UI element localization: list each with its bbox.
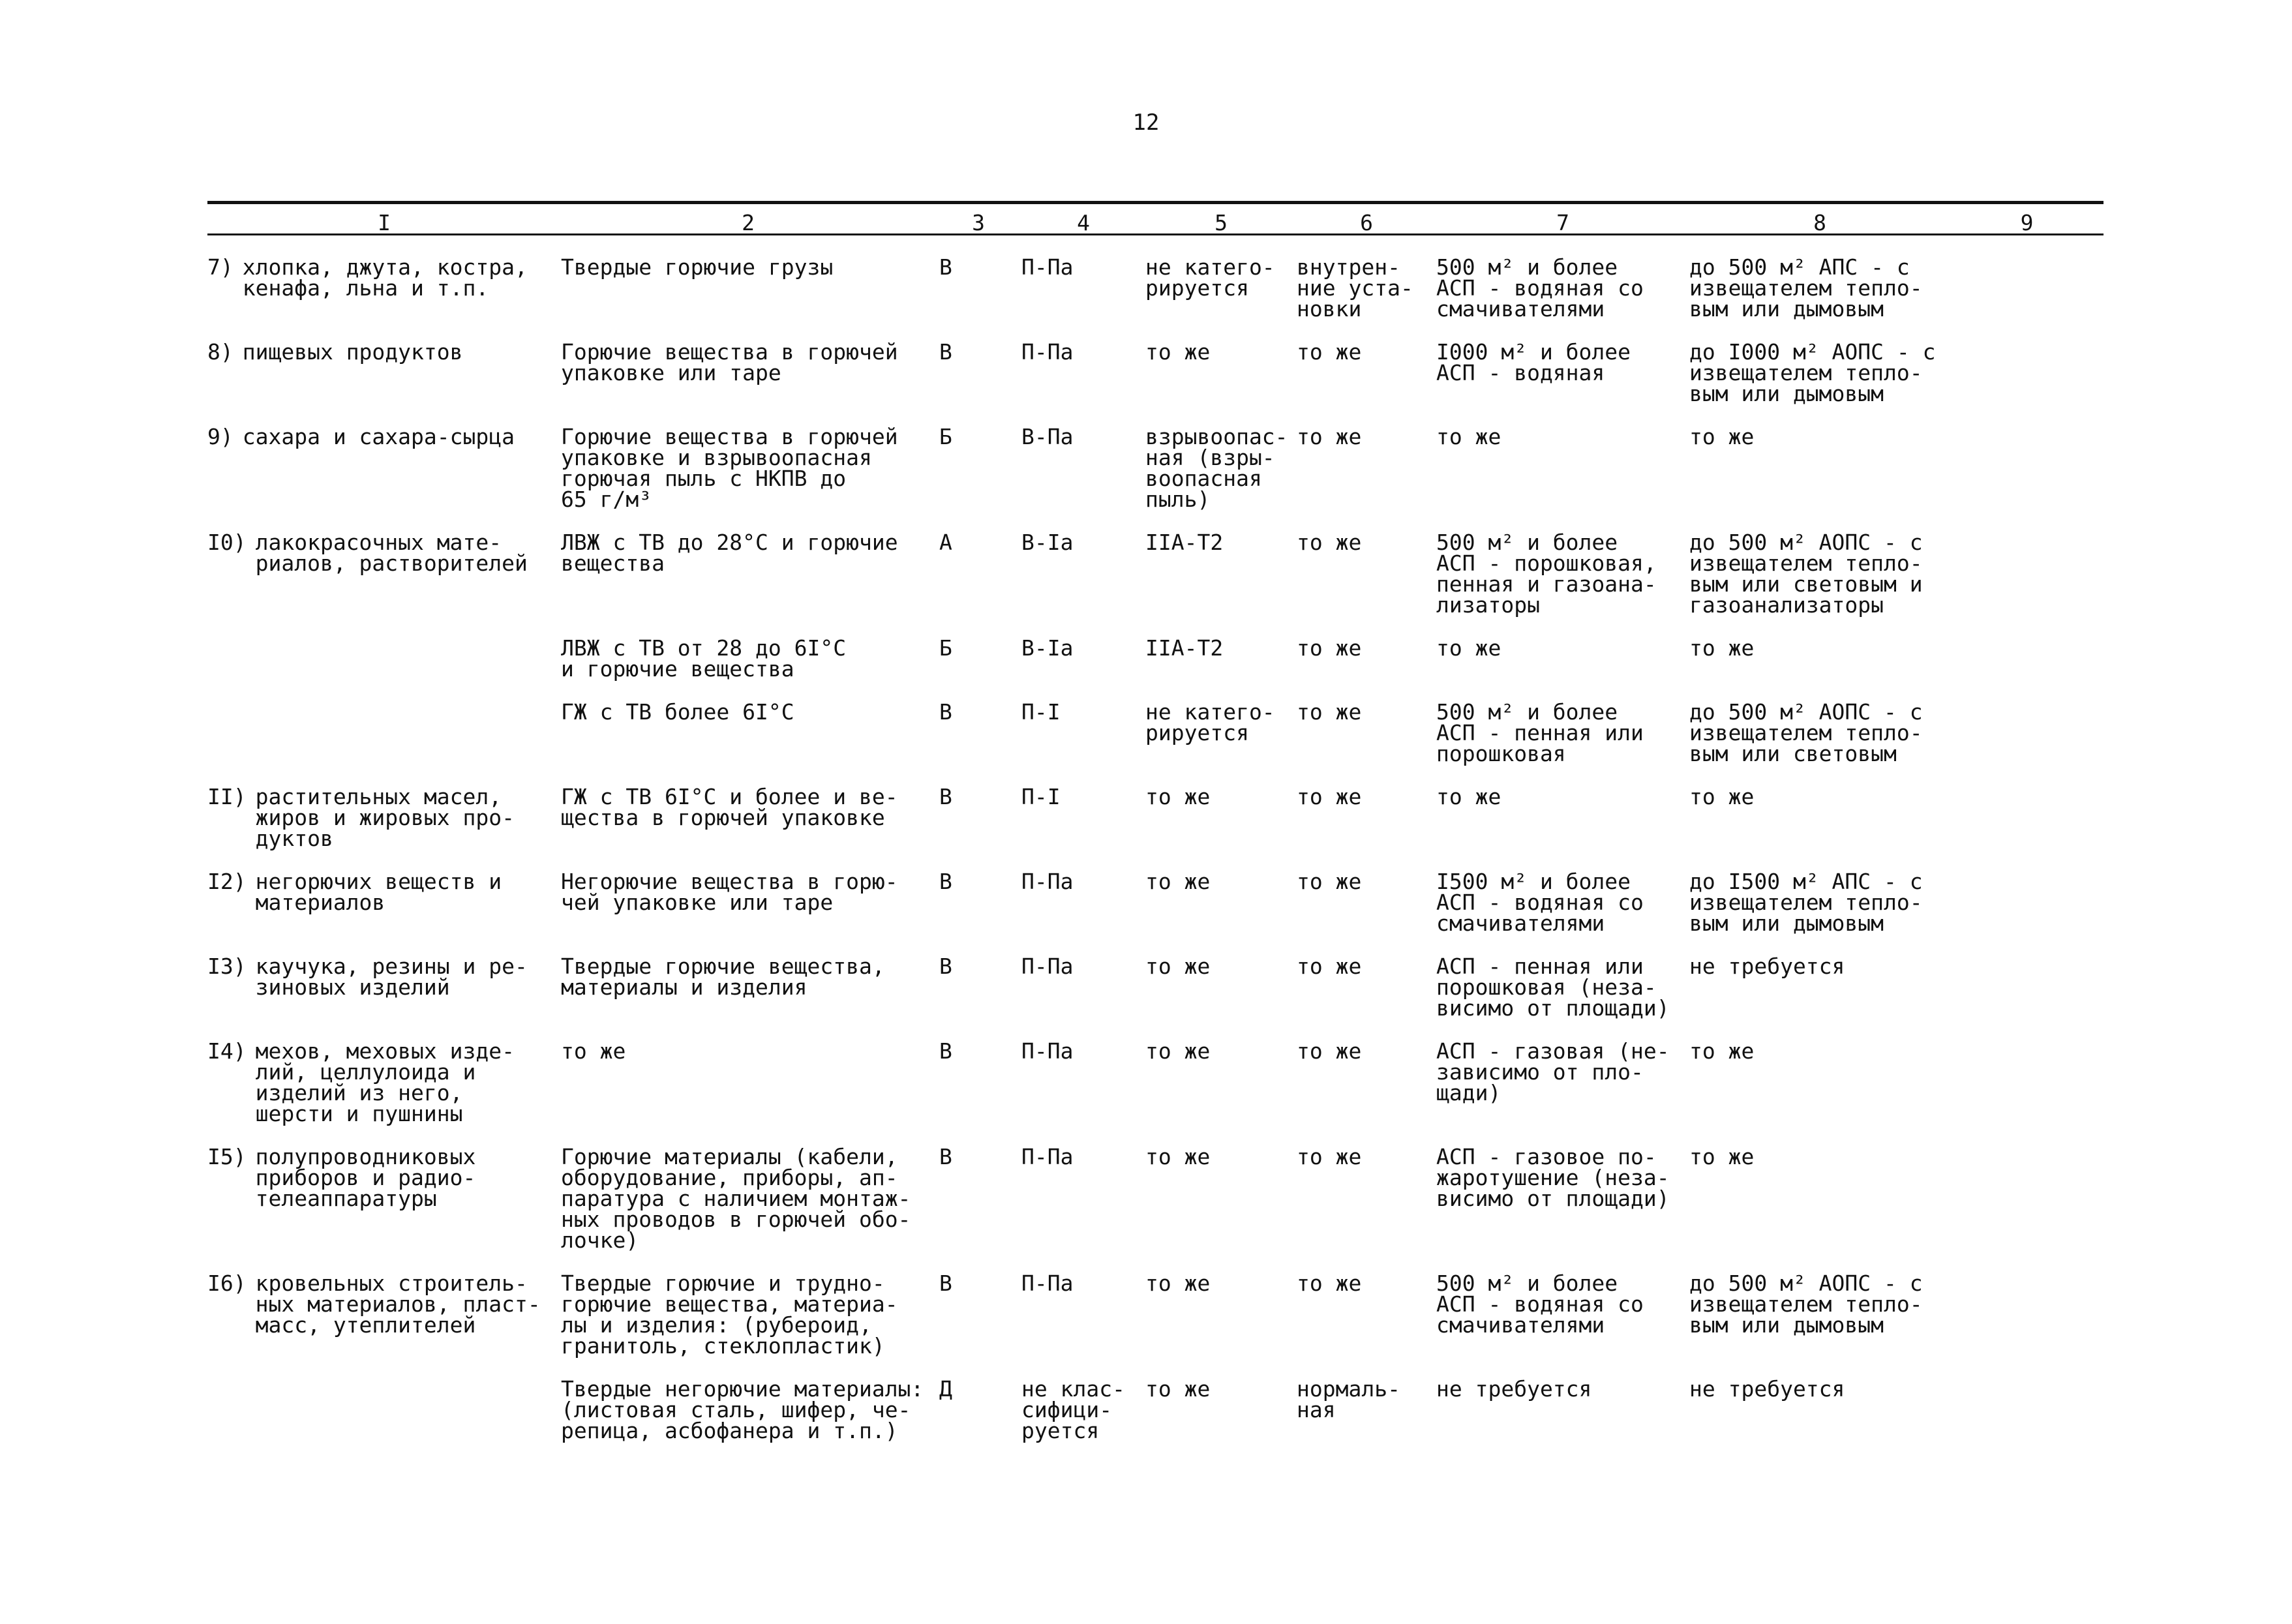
item-name: негорючих веществ и материалов <box>255 869 502 915</box>
storage-item <box>207 871 557 913</box>
cell-storage-item <box>207 784 561 871</box>
cell-column-9 <box>1950 638 2104 702</box>
cell-column-5: не катего- рируется <box>1145 254 1275 301</box>
cell-column-4: П-I <box>1021 699 1061 725</box>
cell-column-2: Твердые негорючие материалы: (листовая сталь, шифер, че- репица, асбофанера и т.п.) <box>561 1376 924 1443</box>
cell-storage-item <box>207 702 561 787</box>
cell-storage-item <box>207 1273 561 1379</box>
storage-item <box>207 784 557 851</box>
item-number: I5) <box>207 1144 247 1169</box>
cell-column-5: то же <box>1145 1144 1211 1169</box>
table-body <box>207 233 2104 1464</box>
cell-column-8: до I000 м² АОПС - с извещателем тепло- вым или дымовым <box>1689 339 1936 406</box>
cell-column-5: не катего- рируется <box>1145 699 1275 745</box>
cell-column-4: П-Па <box>1021 954 1074 979</box>
item-number: I3) <box>207 954 247 979</box>
cell-column-7: 500 м² и более АСП - порошковая, пенная и газоана- лизаторы <box>1436 530 1657 618</box>
cell-column-4: П-Па <box>1021 1271 1074 1296</box>
cell-column-7: то же <box>1436 784 1501 809</box>
cell-column-2: ЛВЖ с ТВ до 28°С и горючие вещества <box>561 530 898 576</box>
cell-column-8: до 500 м² АОПС - с извещателем тепло- вым или световым и газоанализаторы <box>1689 530 1923 618</box>
cell-column-8: до 500 м² АПС - с извещателем тепло- вым или дымовым <box>1689 254 1923 322</box>
cell-column-6: внутрен- ние уста- новки <box>1297 254 1413 322</box>
item-name: полупроводниковых приборов и радио- телеаппаратуры <box>255 1144 476 1211</box>
cell-column-3: В <box>939 784 952 809</box>
cell-column-6: то же <box>1297 699 1362 725</box>
cell-column-9 <box>1950 342 2104 427</box>
cell-storage-item <box>207 233 561 342</box>
cell-column-7: то же <box>1436 424 1501 449</box>
column-header-2: 2 <box>742 210 755 235</box>
table-row <box>207 638 2104 702</box>
item-name: растительных масел, жиров и жировых про- дуктов <box>255 784 515 851</box>
cell-column-9 <box>1950 233 2104 342</box>
cell-column-6: то же <box>1297 1038 1362 1064</box>
table-row <box>207 1041 2104 1147</box>
fire-protection-table <box>207 203 2104 1464</box>
cell-column-6: то же <box>1297 784 1362 809</box>
cell-column-3: В <box>939 1038 952 1064</box>
cell-column-4: П-Па <box>1021 1038 1074 1064</box>
cell-column-5: то же <box>1145 784 1211 809</box>
table-row <box>207 787 2104 871</box>
cell-column-2: ЛВЖ с ТВ от 28 до 6I°С и горючие вещества <box>561 635 847 682</box>
cell-column-8: до 500 м² АОПС - с извещателем тепло- вым или дымовым <box>1689 1271 1923 1338</box>
cell-column-2: Негорючие вещества в горю- чей упаковке или таре <box>561 869 898 915</box>
cell-column-9 <box>1950 532 2104 638</box>
table-row <box>207 956 2104 1041</box>
cell-column-2: Горючие вещества в горючей упаковке или таре <box>561 339 898 385</box>
storage-item <box>207 1144 557 1211</box>
cell-column-7: не требуется <box>1436 1376 1592 1402</box>
table-row <box>207 1273 2104 1379</box>
item-name: сахара и сахара-сырца <box>242 424 515 449</box>
column-header-9: 9 <box>2020 210 2034 235</box>
cell-column-4: В-Па <box>1021 424 1074 449</box>
cell-column-5: то же <box>1145 1271 1211 1296</box>
storage-item <box>207 532 557 574</box>
cell-storage-item <box>207 871 561 956</box>
cell-column-3: А <box>939 530 952 555</box>
cell-column-9 <box>1950 787 2104 871</box>
cell-column-3: Б <box>939 635 952 661</box>
item-name: кровельных строитель- ных материалов, пласт- масс, утеплителей <box>255 1271 541 1338</box>
storage-item <box>207 1038 557 1126</box>
cell-column-7: АСП - газовая (не- зависимо от пло- щади) <box>1436 1038 1670 1105</box>
column-header-8: 8 <box>1813 210 1826 235</box>
item-number: 8) <box>207 339 234 365</box>
cell-column-9 <box>1950 1379 2104 1464</box>
column-header-1: I <box>378 210 391 235</box>
cell-column-3: Д <box>939 1376 952 1402</box>
cell-column-8: то же <box>1689 424 1755 449</box>
cell-column-3: В <box>939 869 952 894</box>
cell-storage-item <box>207 1379 561 1464</box>
column-header-7: 7 <box>1556 210 1569 235</box>
cell-column-5: IIА-Т2 <box>1145 530 1224 555</box>
cell-storage-item <box>207 339 561 427</box>
cell-column-6: то же <box>1297 869 1362 894</box>
cell-column-5: IIА-Т2 <box>1145 635 1224 661</box>
table-row <box>207 233 2104 342</box>
cell-column-5: то же <box>1145 869 1211 894</box>
cell-storage-item <box>207 532 561 638</box>
table-row <box>207 871 2104 956</box>
cell-column-4: П-Па <box>1021 339 1074 365</box>
item-name: каучука, резины и ре- зиновых изделий <box>255 954 528 1000</box>
table-row <box>207 1379 2104 1464</box>
cell-storage-item <box>207 956 561 1041</box>
storage-item <box>207 1273 557 1336</box>
item-number: I2) <box>207 869 247 894</box>
page-number: 12 <box>1132 110 1160 136</box>
cell-column-9 <box>1950 1041 2104 1147</box>
item-number: I6) <box>207 1271 247 1296</box>
cell-column-4: В-Iа <box>1021 635 1074 661</box>
cell-column-2: Твердые горючие грузы <box>561 254 834 280</box>
item-number: 9) <box>207 424 234 449</box>
cell-column-5: то же <box>1145 954 1211 979</box>
cell-column-6: то же <box>1297 954 1362 979</box>
cell-column-6: то же <box>1297 635 1362 661</box>
cell-column-7: I000 м² и более АСП - водяная <box>1436 339 1631 385</box>
item-name: хлопка, джута, костра, кенафа, льна и т.п. <box>242 254 528 301</box>
column-header-6: 6 <box>1360 210 1373 235</box>
cell-storage-item <box>207 1144 561 1273</box>
cell-column-8: то же <box>1689 1144 1755 1169</box>
cell-column-3: В <box>939 1271 952 1296</box>
cell-column-3: В <box>939 1144 952 1169</box>
cell-column-3: В <box>939 339 952 365</box>
column-header-5: 5 <box>1214 210 1228 235</box>
cell-column-6: нормаль- ная <box>1297 1376 1400 1422</box>
cell-column-4: П-Па <box>1021 1144 1074 1169</box>
cell-column-5: то же <box>1145 339 1211 365</box>
cell-column-8: не требуется <box>1689 954 1845 979</box>
cell-column-4: П-Па <box>1021 254 1074 280</box>
cell-column-4: не клас- сифици- руется <box>1021 1376 1125 1443</box>
cell-column-6: то же <box>1297 1144 1362 1169</box>
cell-column-3: В <box>939 254 952 280</box>
cell-storage-item <box>207 1038 561 1147</box>
cell-column-5: то же <box>1145 1038 1211 1064</box>
cell-column-2: то же <box>561 1038 626 1064</box>
cell-column-2: Твердые горючие и трудно- горючие вещества, материа- лы и изделия: (рубероид, гранитоль, стеклопластик) <box>561 1271 898 1359</box>
cell-column-2: ГЖ с ТВ 6I°С и более и ве- щества в горючей упаковке <box>561 784 898 830</box>
cell-column-9 <box>1950 956 2104 1041</box>
cell-column-3: В <box>939 699 952 725</box>
table-row <box>207 342 2104 427</box>
item-name: пищевых продуктов <box>242 339 463 365</box>
cell-column-3: Б <box>939 424 952 449</box>
item-name: лакокрасочных мате- риалов, растворителей <box>255 530 528 576</box>
cell-column-6: то же <box>1297 1271 1362 1296</box>
storage-item <box>207 956 557 998</box>
item-number: 7) <box>207 254 234 280</box>
cell-column-7: то же <box>1436 635 1501 661</box>
cell-column-4: В-Iа <box>1021 530 1074 555</box>
cell-column-2: Горючие вещества в горючей упаковке и взрывоопасная горючая пыль с НКПВ до 65 г/м³ <box>561 424 898 512</box>
cell-column-9 <box>1950 1147 2104 1273</box>
cell-column-6: то же <box>1297 424 1362 449</box>
table-row <box>207 427 2104 532</box>
cell-column-4: П-I <box>1021 784 1061 809</box>
table-row <box>207 1147 2104 1273</box>
cell-column-6: то же <box>1297 530 1362 555</box>
cell-column-8: то же <box>1689 784 1755 809</box>
cell-column-9 <box>1950 1273 2104 1379</box>
cell-column-7: 500 м² и более АСП - водяная со смачивателями <box>1436 1271 1644 1338</box>
cell-column-3: В <box>939 954 952 979</box>
cell-column-5: то же <box>1145 1376 1211 1402</box>
table-row <box>207 702 2104 787</box>
cell-column-8: то же <box>1689 635 1755 661</box>
table-row <box>207 532 2104 638</box>
item-number: I4) <box>207 1038 247 1064</box>
column-header-4: 4 <box>1077 210 1090 235</box>
cell-column-7: I500 м² и более АСП - водяная со смачивателями <box>1436 869 1644 936</box>
storage-item <box>207 339 557 365</box>
cell-column-9 <box>1950 427 2104 532</box>
cell-column-9 <box>1950 702 2104 787</box>
cell-column-2: Горючие материалы (кабели, оборудование, приборы, ап- паратура с наличием монтаж- ных проводов в горючей обо- лочке) <box>561 1144 911 1253</box>
cell-column-7: 500 м² и более АСП - пенная или порошковая <box>1436 699 1644 766</box>
cell-column-2: ГЖ с ТВ более 6I°С <box>561 699 794 725</box>
item-number: I0) <box>207 530 247 555</box>
cell-column-7: 500 м² и более АСП - водяная со смачивателями <box>1436 254 1644 322</box>
item-number: II) <box>207 784 247 809</box>
item-name: мехов, меховых изде- лий, целлулоида и изделий из него, шерсти и пушнины <box>255 1038 515 1126</box>
cell-column-9 <box>1950 871 2104 956</box>
column-number-row <box>207 203 2104 233</box>
cell-column-7: АСП - пенная или порошковая (неза- висимо от площади) <box>1436 954 1670 1021</box>
cell-column-5: взрывоопас- ная (взры- воопасная пыль) <box>1145 424 1288 512</box>
storage-item <box>207 254 557 301</box>
cell-column-8: до I500 м² АПС - с извещателем тепло- вым или дымовым <box>1689 869 1923 936</box>
cell-column-2: Твердые горючие вещества, материалы и изделия <box>561 954 885 1000</box>
cell-column-6: то же <box>1297 339 1362 365</box>
cell-column-4: П-Па <box>1021 869 1074 894</box>
cell-column-8: до 500 м² АОПС - с извещателем тепло- вым или световым <box>1689 699 1923 766</box>
cell-column-8: то же <box>1689 1038 1755 1064</box>
cell-column-7: АСП - газовое по- жаротушение (неза- висимо от площади) <box>1436 1144 1670 1211</box>
cell-column-8: не требуется <box>1689 1376 1845 1402</box>
storage-item <box>207 424 557 449</box>
cell-storage-item <box>207 638 561 702</box>
cell-storage-item <box>207 424 561 532</box>
column-header-3: 3 <box>972 210 985 235</box>
